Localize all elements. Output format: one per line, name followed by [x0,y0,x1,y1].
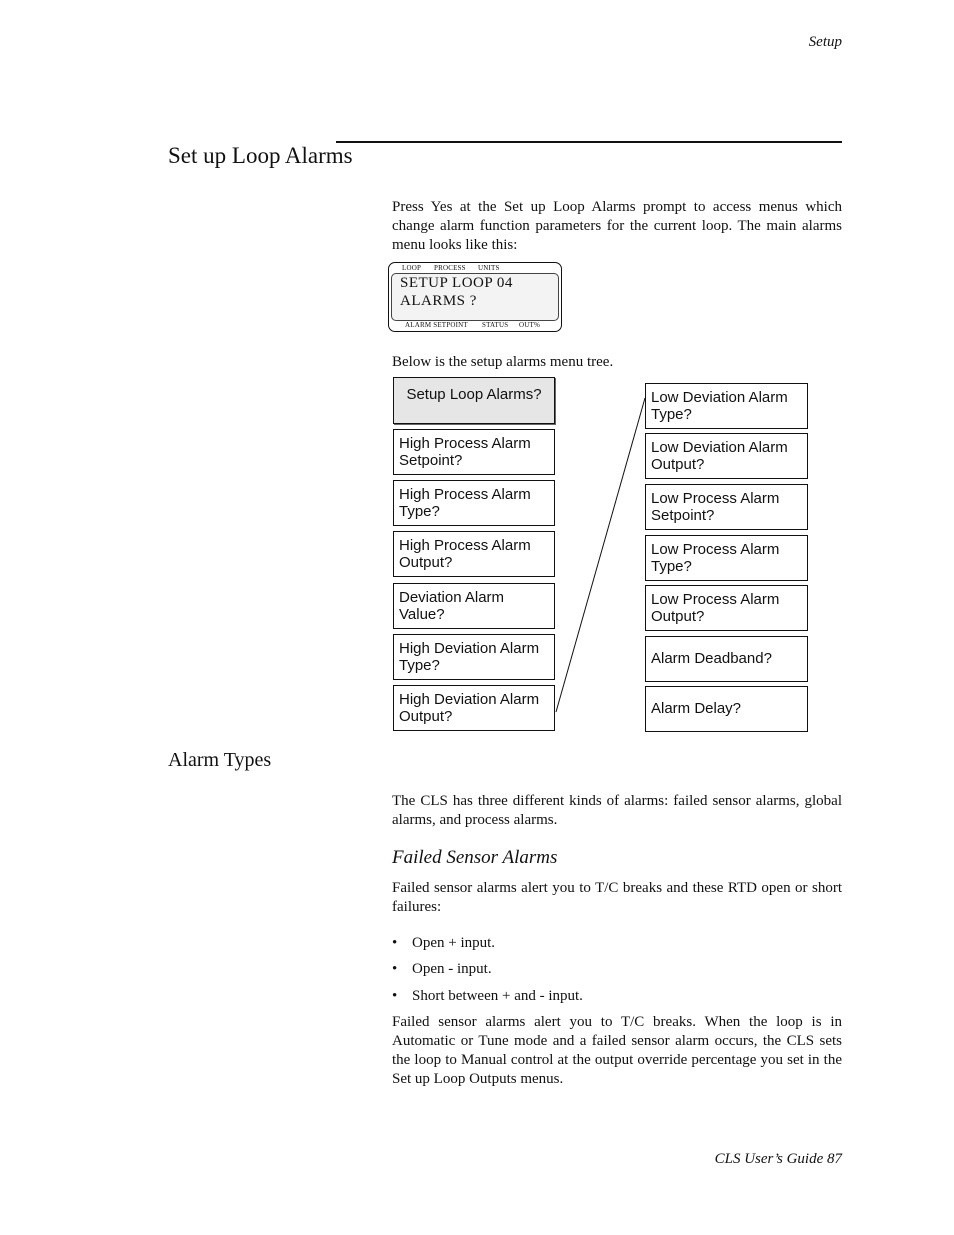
bullet-item: • Open + input. [392,935,496,951]
menu-box-alarm-deadband: Alarm Deadband? [645,636,808,682]
menu-box-low-deviation-alarm-output: Low Deviation Alarm Output? [645,433,808,479]
display-label-loop: LOOP [402,264,422,272]
menu-box-alarm-delay: Alarm Delay? [645,686,808,732]
subheading-failed-sensor-alarms: Failed Sensor Alarms [392,847,558,868]
tree-caption: Below is the setup alarms menu tree. [392,354,614,370]
menu-box-high-process-alarm-type: High Process Alarm Type? [393,480,555,526]
menu-box-deviation-alarm-value: Deviation Alarm Value? [393,583,555,629]
display-line-2: ALARMS ? [400,293,477,309]
menu-box-low-process-alarm-setpoint: Low Process Alarm Setpoint? [645,484,808,530]
failed-sensor-paragraph-2: Failed sensor alarms alert you to T/C breaks. When the loop is in Automatic or Tune mode and a failed sensor alarm occurs, the CLS sets the loop to Manual control at the output override percentage you set in the Set up Loop Outputs menus. [392,1014,842,1087]
running-header: Setup [808,34,842,50]
menu-box-high-process-alarm-setpoint: High Process Alarm Setpoint? [393,429,555,475]
display-label-out: OUT% [519,321,541,329]
failed-sensor-paragraph-1: Failed sensor alarms alert you to T/C breaks and these RTD open or short failures: [392,880,842,915]
alarm-types-paragraph: The CLS has three different kinds of alarms: failed sensor alarms, global alarms, and process alarms. [392,793,842,828]
intro-paragraph: Press Yes at the Set up Loop Alarms prompt to access menus which change alarm function parameters for the current loop. The main alarms menu looks like this: [392,199,842,253]
bullet-item: • Short between + and - input. [392,988,583,1004]
section-heading-alarm-types: Alarm Types [168,749,272,771]
menu-box-high-process-alarm-output: High Process Alarm Output? [393,531,555,577]
bullet-icon: • [392,935,398,951]
menu-box-high-deviation-alarm-output: High Deviation Alarm Output? [393,685,555,731]
menu-box-low-deviation-alarm-type: Low Deviation Alarm Type? [645,383,808,429]
menu-box-high-deviation-alarm-type: High Deviation Alarm Type? [393,634,555,680]
bullet-item: • Open - input. [392,961,492,977]
menu-box-low-process-alarm-type: Low Process Alarm Type? [645,535,808,581]
bullet-icon: • [392,961,398,977]
display-label-alarm-setpoint: ALARM SETPOINT [405,321,468,329]
menu-box-setup-loop-alarms: Setup Loop Alarms? [393,377,555,424]
display-label-units: UNITS [478,264,500,272]
page-title: Set up Loop Alarms [168,143,353,168]
page-footer: CLS User’s Guide 87 [714,1151,842,1167]
display-label-process: PROCESS [434,264,466,272]
display-line-1: SETUP LOOP 04 [400,275,513,291]
menu-box-low-process-alarm-output: Low Process Alarm Output? [645,585,808,631]
display-label-status: STATUS [482,321,509,329]
section-rule [336,141,842,143]
bullet-icon: • [392,988,398,1004]
